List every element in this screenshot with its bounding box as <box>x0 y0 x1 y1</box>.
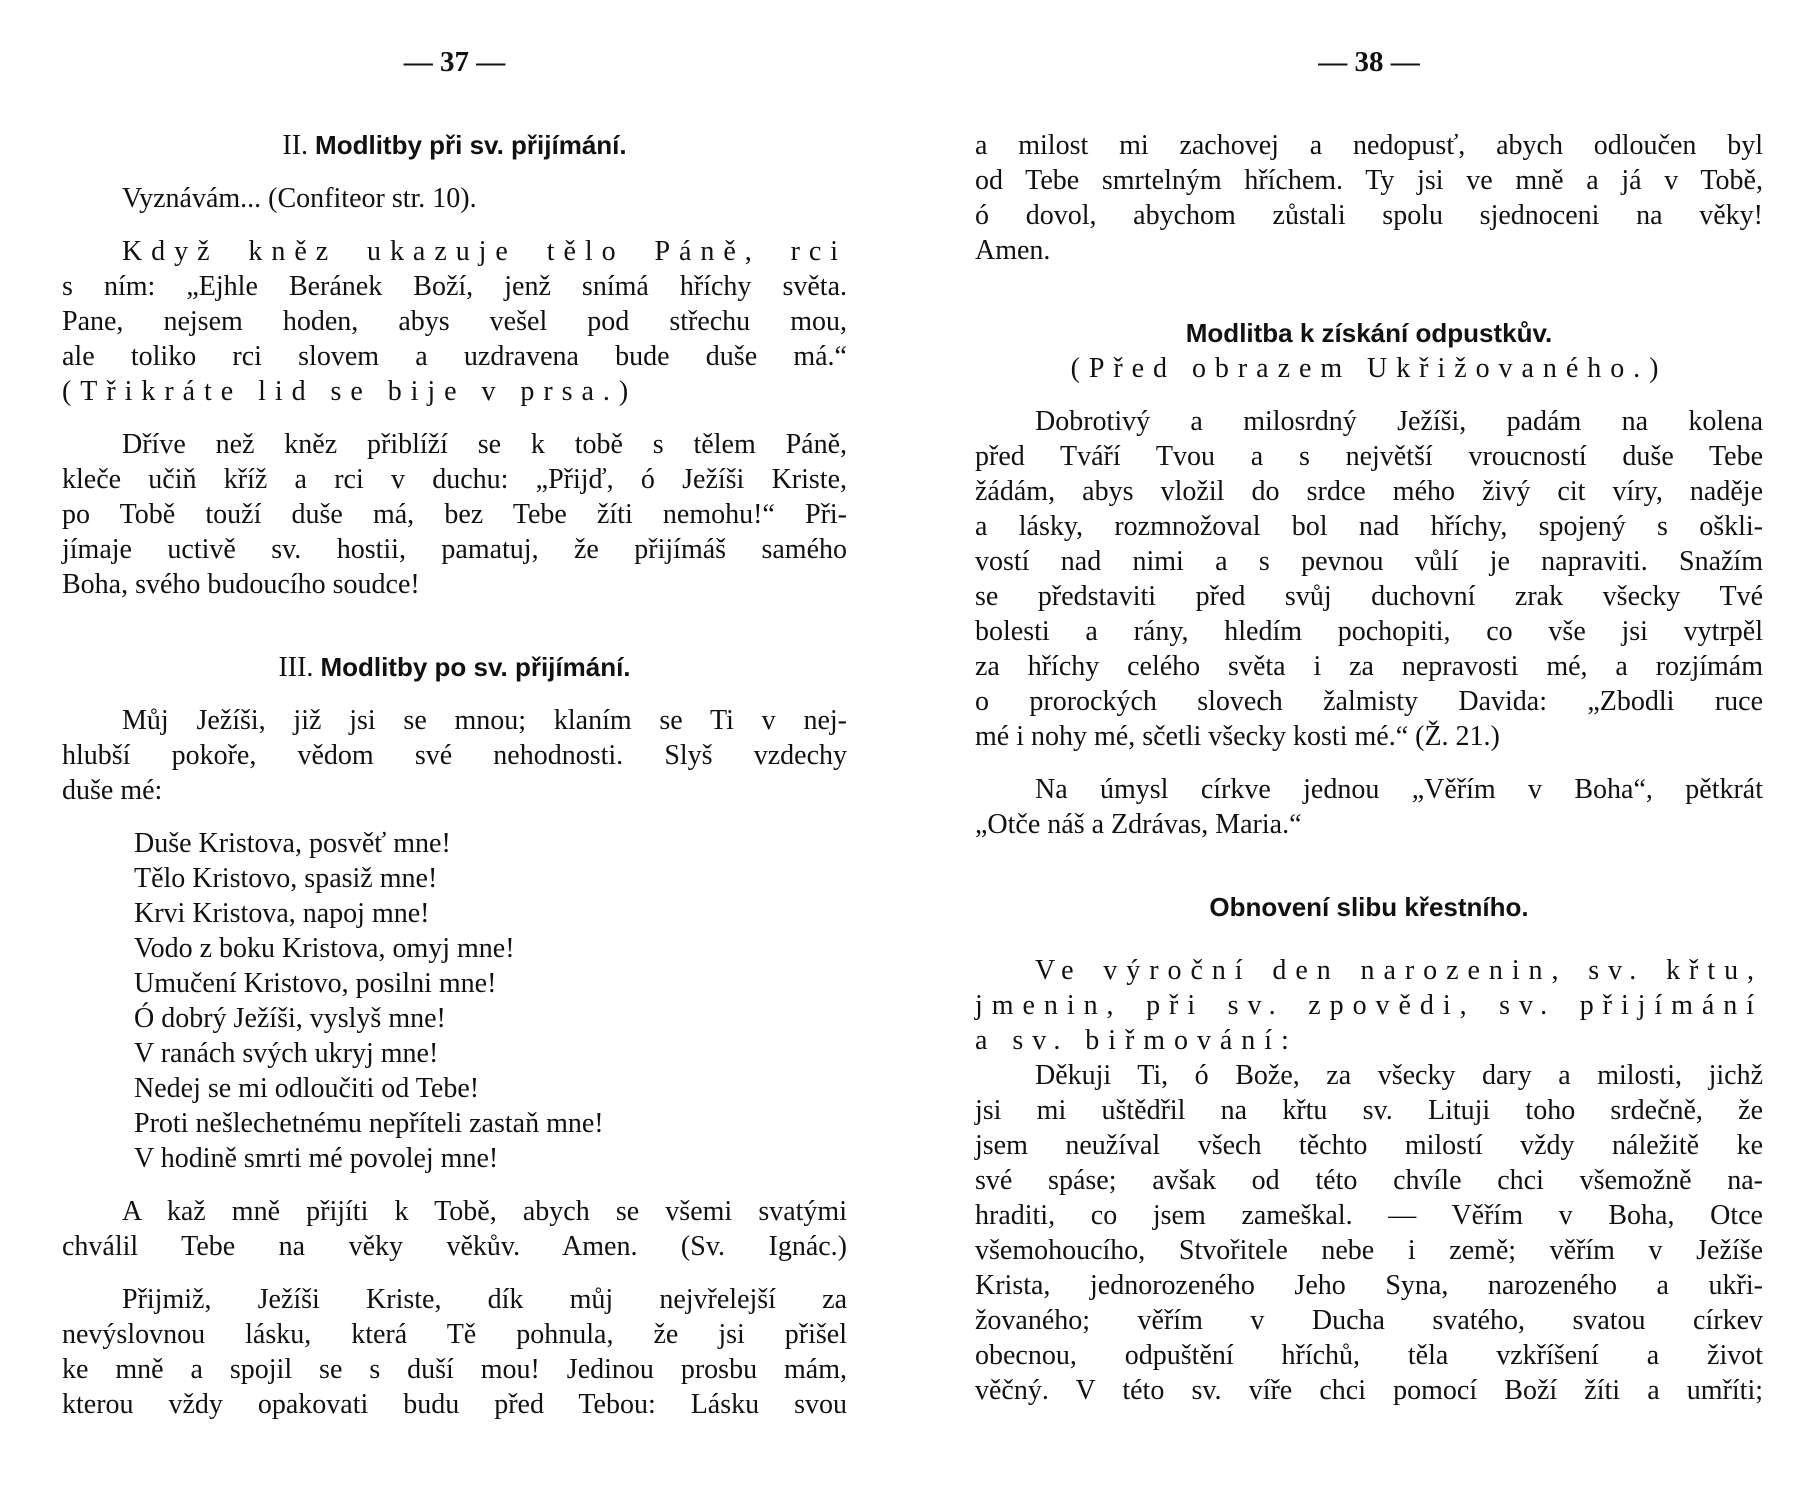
text-line: Děkuji Ti, ó Bože, za všecky dary a milosti, jichž <box>1035 1060 1763 1091</box>
paragraph <box>62 1282 847 1422</box>
invocation-line: Duše Kristova, posvěť mne! <box>134 828 451 859</box>
text-line: ó dovol, abychom zůstali spolu sjednoceni na věky! <box>975 200 1763 231</box>
section-title: Obnovení slibu křestního. <box>1209 892 1529 922</box>
text-line: a sv. biřmování: <box>975 1025 1298 1056</box>
text-line: po Tobě touží duše má, bez Tebe žíti nemohu!“ Při- <box>62 499 847 530</box>
text-line: hlubší pokoře, vědom své nehodnosti. Slyš vzdechy <box>62 740 847 771</box>
page-number-38: — 38 — <box>1318 46 1420 78</box>
text-line: a lásky, rozmnožoval bol nad hříchy, spojený s oškli- <box>975 511 1763 542</box>
text-line: hraditi, co jsem zameškal. — Věřím v Boha, Otce <box>975 1200 1763 1231</box>
text-line: vostí nad nimi a s pevnou vůlí je napraviti. Snažím <box>975 546 1763 577</box>
text-line: jímaje uctivě sv. hostii, pamatuj, že přijímáš samého <box>62 534 847 565</box>
text-line: bolesti a rány, hledím pochopiti, co vše jsi vytrpěl <box>975 616 1763 647</box>
invocations-list <box>62 826 847 1176</box>
text-line: Na úmysl církve jednou „Věřím v Boha“, pětkrát <box>1035 774 1763 805</box>
section-numeral: III. <box>278 652 314 683</box>
text-line: o prorockých slovech žalmisty Davida: „Zbodli ruce <box>975 686 1763 717</box>
text-line: (Třikráte lid se bije v prsa.) <box>62 376 638 407</box>
invocation-line: Nedej se mi odloučiti od Tebe! <box>134 1073 480 1104</box>
text-line: před Tváří Tvou a s největší vroucností duše Tebe <box>975 441 1763 472</box>
text-line: A kaž mně přijíti k Tobě, abych se všemi svatými <box>122 1196 847 1227</box>
invocation-line: Umučení Kristovo, posilni mne! <box>134 968 497 999</box>
right-page <box>975 0 1763 1500</box>
text-line: jsi mi uštědřil na křtu sv. Lituji toho srdečně, že <box>975 1095 1763 1126</box>
text-line: Dobrotivý a milosrdný Ježíši, padám na kolena <box>1035 406 1763 437</box>
text-line: kleče učiň kříž a rci v duchu: „Přijď, ó Ježíši Kriste, <box>62 464 847 495</box>
invocation-line: Proti nešlechetnému nepříteli zastaň mne! <box>134 1108 604 1139</box>
text-line: žádám, abys vložil do srdce mého živý cit víry, naděje <box>975 476 1763 507</box>
section-numeral: II. <box>282 130 309 161</box>
text-line: Přijmiž, Ježíši Kriste, dík můj nejvřelejší za <box>122 1284 847 1315</box>
intro-paragraph <box>975 953 1763 1058</box>
invocation-line: Tělo Kristovo, spasiž mne! <box>134 863 438 894</box>
text-line: kterou vždy opakovati budu před Tebou: Lásku svou <box>62 1389 847 1420</box>
text-line: se představiti před svůj duchovní zrak všecky Tvé <box>975 581 1763 612</box>
text-line: Když kněz ukazuje tělo Páně, rci <box>122 236 847 267</box>
paragraph <box>62 703 847 808</box>
text-line: s ním: „Ejhle Beránek Boží, jenž snímá hříchy světa. <box>62 271 847 302</box>
text-line: Pane, nejsem hoden, abys vešel pod střechu mou, <box>62 306 847 337</box>
paragraph <box>62 234 847 409</box>
section-title: Modlitba k získání odpustkův. <box>1185 318 1553 348</box>
paragraph <box>975 404 1763 754</box>
section-title: Modlitby při sv. přijímání. <box>315 130 627 160</box>
baptism-heading <box>975 890 1763 925</box>
invocation-line: Krvi Kristova, napoj mne! <box>134 898 430 929</box>
text-line: Můj Ježíši, již jsi se mnou; klaním se Ti v nej- <box>122 705 847 736</box>
text-line: žovaného; věřím v Ducha svatého, svatou církev <box>975 1305 1763 1336</box>
invocation-line: Vodo z boku Kristova, omyj mne! <box>134 933 515 964</box>
section-title: Modlitby po sv. přijímání. <box>320 652 631 682</box>
text-line: od Tebe smrtelným hříchem. Ty jsi ve mně a já v Tobě, <box>975 165 1763 196</box>
paragraph <box>975 772 1763 842</box>
paragraph <box>975 1058 1763 1408</box>
left-page-content <box>62 128 847 1422</box>
text-line: za hříchy celého světa i za nepravosti mé, a rozjímám <box>975 651 1763 682</box>
right-page-content <box>975 128 1763 1408</box>
text-line: jmenin, při sv. zpovědi, sv. přijímání <box>975 990 1763 1021</box>
text-line: ke mně a spojil se s duší mou! Jedinou prosbu mám, <box>62 1354 847 1385</box>
paragraph <box>62 427 847 602</box>
left-page <box>62 0 847 1500</box>
text-line: obecnou, odpuštění hříchů, těla vzkříšení a život <box>975 1340 1763 1371</box>
paragraph <box>62 1194 847 1264</box>
text-line: Amen. <box>975 235 1051 266</box>
text-line: „Otče náš a Zdrávas, Maria.“ <box>975 809 1302 840</box>
text-line: nevýslovnou lásku, která Tě pohnula, že jsi přišel <box>62 1319 847 1350</box>
section-heading-iii <box>62 650 847 685</box>
text-line: a milost mi zachovej a nedopusť, abych odloučen byl <box>975 130 1763 161</box>
confiteor-line: Vyznávám... (Confiteor str. 10). <box>122 183 477 214</box>
text-line: Ve výroční den narozenin, sv. křtu, <box>1035 955 1763 986</box>
text-line: Boha, svého budoucího soudce! <box>62 569 420 600</box>
indulgence-heading <box>975 316 1763 351</box>
invocation-line: Ó dobrý Ježíši, vyslyš mne! <box>134 1003 446 1034</box>
invocation-line: V ranách svých ukryj mne! <box>134 1038 439 1069</box>
text-line: mé i nohy mé, sčetli všecky kosti mé.“ (Ž. 21.) <box>975 721 1500 752</box>
page-number-37: — 37 — <box>403 46 506 78</box>
text-line: Dříve než kněz přiblíží se k tobě s tělem Páně, <box>122 429 847 460</box>
text-line: všemohoucího, Stvořitele nebe i země; věřím v Ježíše <box>975 1235 1763 1266</box>
section-subtitle: (Před obrazem Ukřižovaného.) <box>1070 353 1668 384</box>
text-line: ale toliko rci slovem a uzdravena bude duše má.“ <box>62 341 847 372</box>
text-line: věčný. V této sv. víře chci pomocí Boží žíti a umříti; <box>975 1375 1763 1406</box>
text-line: své spáse; avšak od této chvíle chci všemožně na- <box>975 1165 1763 1196</box>
text-line: jsem neužíval všech těchto milostí vždy náležitě ke <box>975 1130 1763 1161</box>
text-line: chválil Tebe na věky věkův. Amen. (Sv. Ignác.) <box>62 1231 847 1262</box>
paragraph <box>975 128 1763 268</box>
section-heading-ii <box>62 128 847 163</box>
text-line: duše mé: <box>62 775 163 806</box>
text-line: Krista, jednorozeného Jeho Syna, narozeného a ukři- <box>975 1270 1763 1301</box>
invocation-line: V hodině smrti mé povolej mne! <box>134 1143 499 1174</box>
